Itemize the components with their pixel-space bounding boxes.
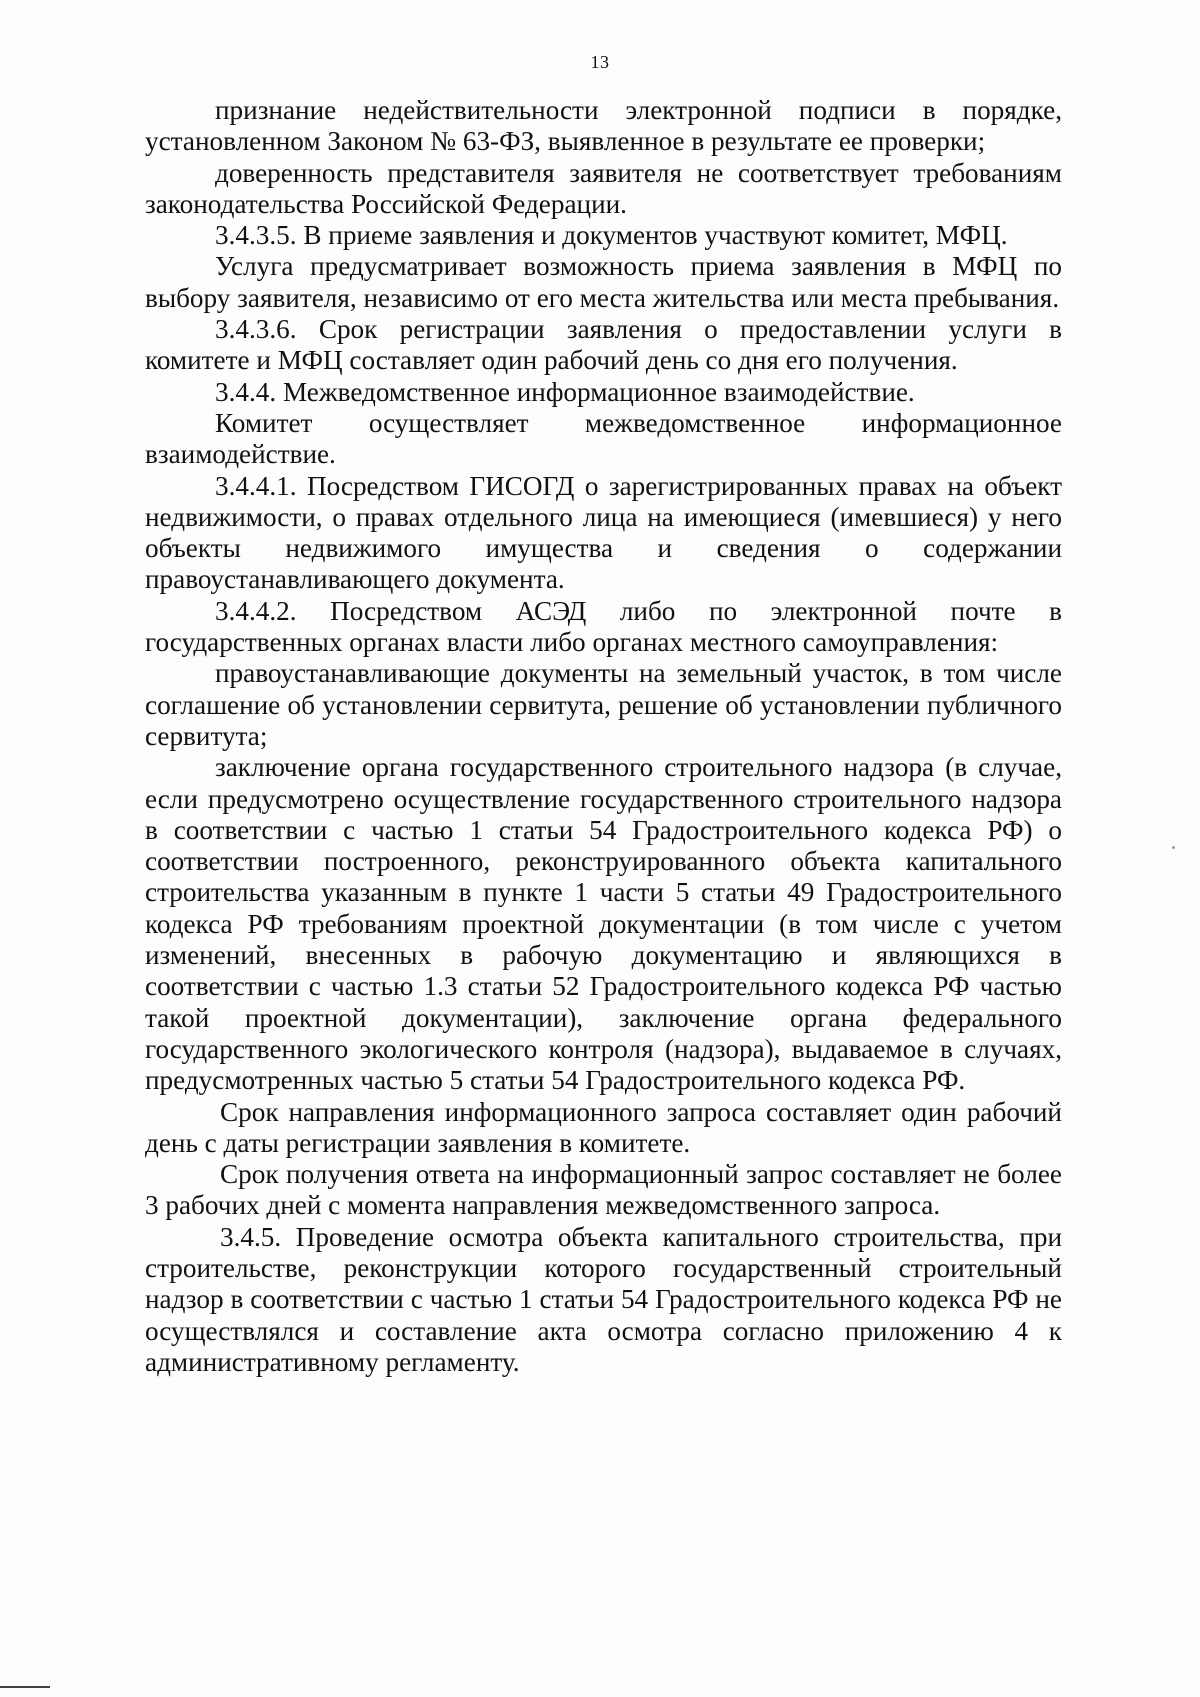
paragraph-7: Комитет осуществляет межведомственное информационное взаимодействие. [145,407,1062,470]
paragraph-1: признание недействительности электронной подписи в порядке, установленном Законом № 63-ФЗ, выявленное в результате ее проверки; [145,95,1062,157]
scan-artifact-dot [1172,846,1175,849]
paragraph-5: 3.4.3.6. Срок регистрации заявления о предоставлении услуги в комитете и МФЦ составляет один рабочий день со дня его получения. [145,314,1062,376]
paragraph-6: 3.4.4. Межведомственное информационное взаимодействие. [215,376,915,407]
scan-artifact-line [0,1686,50,1688]
paragraph-10: правоустанавливающие документы на земельный участок, в том числе соглашение об установлении сервитута, решение об установлении публичного сервитута; [145,658,1062,751]
paragraph-14: 3.4.5. Проведение осмотра объекта капитального строительства, при строительстве, реконструкции которого государственный строительный надзор в соответствии с частью 1 статьи 54 Градостроительного кодекса РФ не осуществлялся и составление акта осмотра согласно приложению 4 к административному регламенту. [145,1221,1062,1377]
paragraph-12: Срок направления информационного запроса составляет один рабочий день с даты регистрации заявления в комитете. [145,1096,1062,1158]
page-number: 13 [590,52,610,72]
paragraph-11: заключение органа государственного строительного надзора (в случае, если предусмотрено осуществление государственного строительного надзора в соответствии с частью 1 статьи 54 Градостроительного кодекса РФ) о соответствии построенного, реконструированного объекта капитального строительства указанным в пункте 1 части 5 статьи 49 Градостроительного кодекса РФ требованиям проектной документации (в том числе с учетом изменений, внесенных в рабочую документацию и являющихся в соответствии с частью 1.3 статьи 52 Градостроительного кодекса РФ частью такой проектной документации), заключение органа федерального государственного экологического контроля (надзора), выдаваемое в случаях, предусмотренных частью 5 статьи 54 Градостроительного кодекса РФ. [145,752,1062,1096]
document-body [145,95,1062,1378]
paragraph-8: 3.4.4.1. Посредством ГИСОГД о зарегистрированных правах на объект недвижимости, о правах отдельного лица на имеющиеся (имевшиеся) у него объекты недвижимого имущества и сведения о содержании правоустанавливающего документа. [145,470,1062,595]
paragraph-4: Услуга предусматривает возможность приема заявления в МФЦ по выбору заявителя, независимо от его места жительства или места пребывания. [145,251,1062,313]
paragraph-13: Срок получения ответа на информационный запрос составляет не более 3 рабочих дней с момента направления межведомственного запроса. [145,1159,1062,1221]
paragraph-3: 3.4.3.5. В приеме заявления и документов участвуют комитет, МФЦ. [215,220,1008,251]
paragraph-2: доверенность представителя заявителя не соответствует требованиям законодательства Российской Федерации. [145,157,1062,219]
paragraph-9: 3.4.4.2. Посредством АСЭД либо по электронной почте в государственных органах власти либо органах местного самоуправления: [145,595,1062,658]
